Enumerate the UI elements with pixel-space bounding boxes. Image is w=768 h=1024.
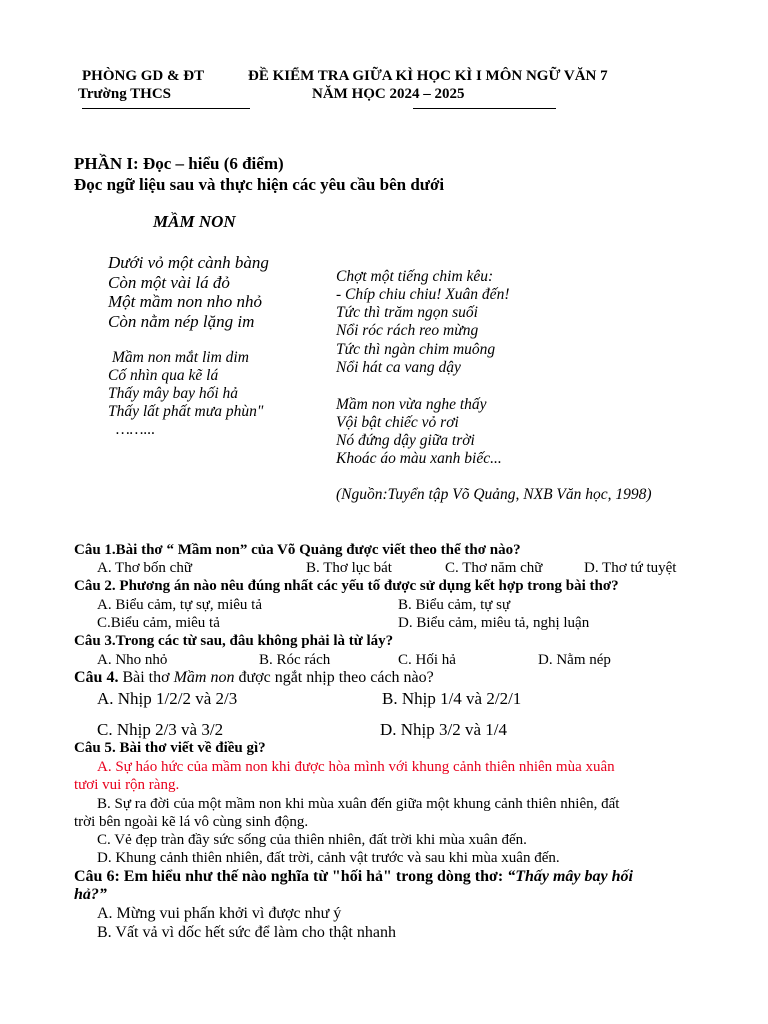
q4-text-after: được ngắt nhịp theo cách nào? [234,669,434,686]
q5-option-b-cont: trời bên ngoài kẽ lá vô cùng sinh động. [74,814,309,830]
q3-option-b: B. Róc rách [259,652,331,668]
q6-quote-cont: hả?” [74,886,107,903]
poem-line: Còn một vài lá đỏ [108,273,230,292]
q3-option-c: C. Hối hả [398,652,456,668]
poem-line: Tức thì ngàn chim muông [336,341,496,358]
q2-option-a: A. Biểu cảm, tự sự, miêu tả [97,597,262,613]
q6-quote: “Thấy mây bay hối [507,868,633,885]
q5-option-c: C. Vẻ đẹp tràn đầy sức sống của thiên nhiên, đất trời khi mùa xuân đến. [97,832,527,848]
part1-instruction: Đọc ngữ liệu sau và thực hiện các yêu cầu bên dưới [74,175,445,194]
q6-text: Câu 6: Em hiểu như thế nào nghĩa từ "hối hả" trong dòng thơ: [74,868,508,885]
poem-line: Nó đứng dậy giữa trời [336,432,475,449]
year-underline [413,108,556,109]
q5-option-a-cont: tươi vui rộn ràng. [74,777,180,793]
school-year: NĂM HỌC 2024 – 2025 [312,86,465,102]
poem-line: Nổi róc rách reo mừng [336,322,479,339]
q4-option-d: D. Nhịp 3/2 và 1/4 [380,720,508,739]
poem-ellipsis: ……... [116,421,156,438]
question-6 [74,868,633,886]
q2-option-c: C.Biểu cảm, miêu tả [97,615,220,631]
poem-line: Chợt một tiếng chim kêu: [336,268,494,285]
exam-title: ĐỀ KIỂM TRA GIỮA KÌ HỌC KÌ I MÔN NGỮ VĂN 7 [248,68,608,84]
poem-line: Tức thì trăm ngọn suối [336,304,478,321]
school-underline [82,108,250,109]
poem-line: Thấy lất phất mưa phùn" [108,403,264,420]
q4-poem-title: Mầm non [173,669,235,686]
question-4 [74,669,434,687]
q4-label: Câu 4. [74,669,119,686]
poem-line: Vội bật chiếc vỏ rơi [336,414,459,431]
q1-option-b: B. Thơ lục bát [306,560,392,576]
poem-source: (Nguồn:Tuyển tập Võ Quảng, NXB Văn học, 1998) [336,486,652,503]
poem-line: Thấy mây bay hối hả [108,385,239,402]
poem-line: Mầm non vừa nghe thấy [336,396,487,413]
q2-option-d: D. Biểu cảm, miêu tả, nghị luận [398,615,590,631]
question-2: Câu 2. Phương án nào nêu đúng nhất các yếu tố được sử dụng kết hợp trong bài thơ? [74,578,619,594]
q3-option-d: D. Nằm nép [538,652,611,668]
question-1: Câu 1.Bài thơ “ Mầm non” của Võ Quảng được viết theo thể thơ nào? [74,542,521,558]
poem-title: MẦM NON [153,212,236,231]
q5-label: Câu 5 [74,740,112,756]
q1-option-a: A. Thơ bốn chữ [97,560,192,576]
poem-line: Cố nhìn qua kẽ lá [108,367,219,384]
q4-option-b: B. Nhịp 1/4 và 2/2/1 [382,689,522,708]
q6-option-a: A. Mừng vui phấn khởi vì được như ý [97,905,342,922]
poem-line: Mầm non mắt lim dim [112,349,249,366]
q1-option-d: D. Thơ tứ tuyệt [584,560,677,576]
q1-option-c: C. Thơ năm chữ [445,560,543,576]
q3-option-a: A. Nho nhỏ [97,652,168,668]
poem-line: Còn nằm nép lặng im [108,312,255,331]
poem-line: Khoác áo màu xanh biếc... [336,450,502,467]
poem-line: Dưới vỏ một cành bàng [108,253,269,272]
q5-text: . Bài thơ viết về điều gì? [111,740,266,756]
department-label: PHÒNG GD & ĐT [82,68,205,84]
q6-option-b: B. Vất vả vì dốc hết sức để làm cho thật nhanh [97,924,396,941]
q5-option-b: B. Sự ra đời của một mầm non khi mùa xuân đến giữa một khung cảnh thiên nhiên, đất [97,796,620,812]
poem-line: Nổi hát ca vang dậy [336,359,461,376]
part1-title: PHẦN I: Đọc – hiểu (6 điểm) [74,154,284,173]
school-label: Trường THCS [78,86,172,102]
poem-line: Một mầm non nho nhỏ [108,292,262,311]
question-5 [74,740,266,757]
poem-line: - Chíp chiu chiu! Xuân đến! [336,286,510,303]
q5-option-d: D. Khung cảnh thiên nhiên, đất trời, cảnh vật trước và sau khi mùa xuân đến. [97,850,560,866]
q2-option-b: B. Biểu cảm, tự sự [398,597,511,613]
question-3: Câu 3.Trong các từ sau, đâu không phải là từ láy? [74,633,394,649]
q4-option-a: A. Nhịp 1/2/2 và 2/3 [97,689,238,708]
q4-text-before: Bài thơ [118,669,174,686]
q4-option-c: C. Nhịp 2/3 và 3/2 [97,720,224,739]
q5-option-a: A. Sự háo hức của mầm non khi được hòa mình với khung cảnh thiên nhiên mùa xuân [97,759,615,775]
